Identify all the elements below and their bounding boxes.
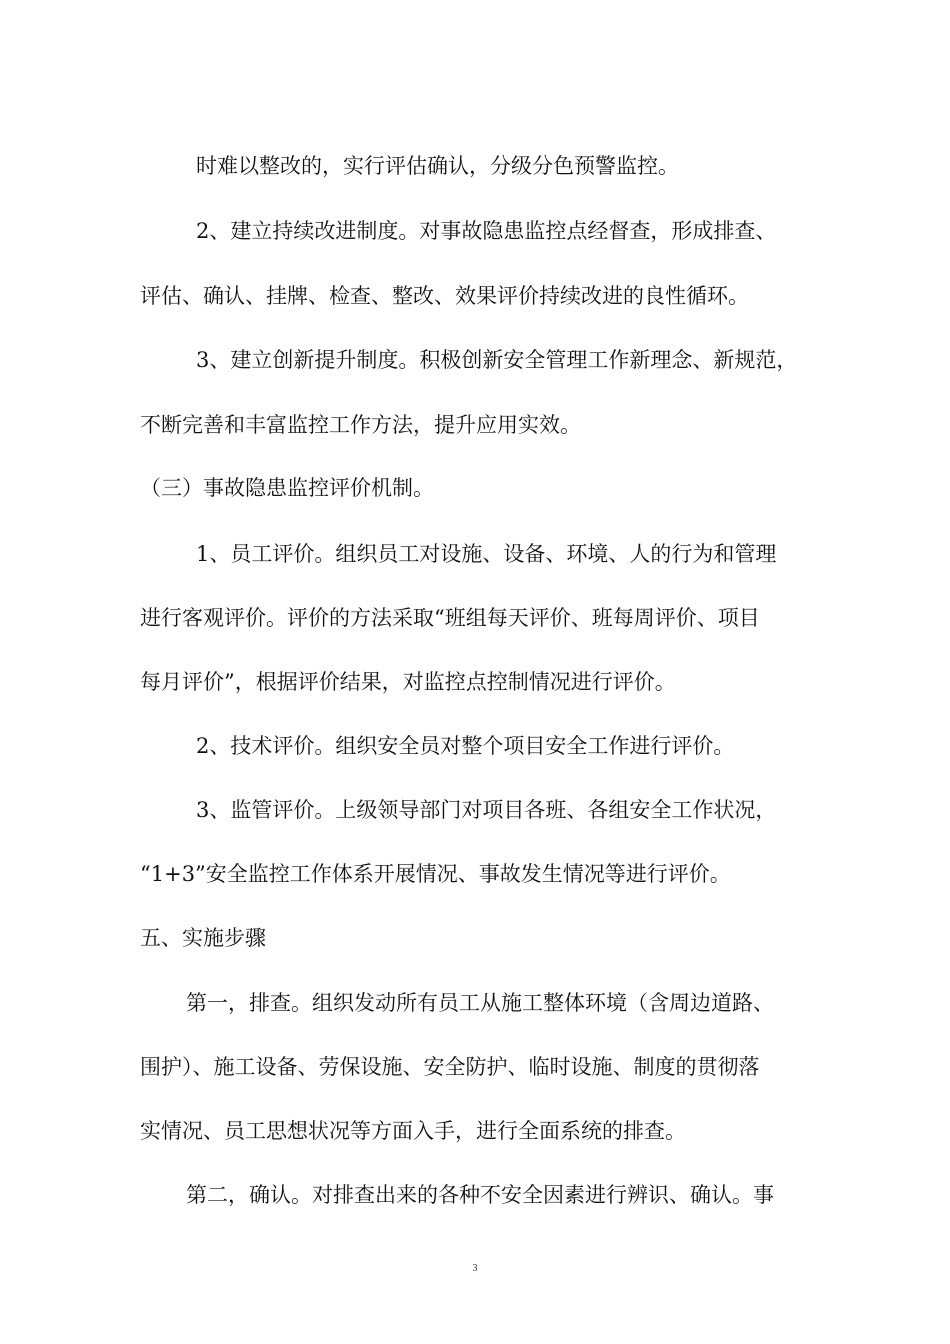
paragraph-line: 第二，确认。对排查出来的各种不安全因素进行辨识、确认。事 <box>186 1183 774 1207</box>
paragraph-line: “1+3”安全监控工作体系开展情况、事故发生情况等进行评价。 <box>140 862 731 886</box>
paragraph-line: 评估、确认、挂牌、检查、整改、效果评价持续改进的良性循环。 <box>140 284 749 308</box>
page-number: 3 <box>472 1263 478 1274</box>
paragraph-line: 实情况、员工思想状况等方面入手，进行全面系统的排查。 <box>140 1119 686 1143</box>
paragraph-line: 围护）、施工设备、劳保设施、安全防护、临时设施、制度的贯彻落 <box>140 1055 760 1079</box>
paragraph-line: 3、监管评价。上级领导部门对项目各班、各组安全工作状况， <box>196 798 777 822</box>
paragraph-line: 2、建立持续改进制度。对事故隐患监控点经督查，形成排查、 <box>196 219 777 243</box>
paragraph-line: 时难以整改的，实行评估确认，分级分色预警监控。 <box>196 154 679 178</box>
paragraph-line: 每月评价”，根据评价结果，对监控点控制情况进行评价。 <box>140 670 676 694</box>
paragraph-line: 2、技术评价。组织安全员对整个项目安全工作进行评价。 <box>196 734 735 758</box>
paragraph-line: 3、建立创新提升制度。积极创新安全管理工作新理念、新规范， <box>196 348 798 372</box>
section-heading: （三）事故隐患监控评价机制。 <box>140 476 434 500</box>
section-heading: 五、实施步骤 <box>140 926 266 950</box>
paragraph-line: 进行客观评价。评价的方法采取“班组每天评价、班每周评价、项目 <box>140 606 760 630</box>
paragraph-line: 不断完善和丰富监控工作方法，提升应用实效。 <box>140 413 581 437</box>
paragraph-line: 1、员工评价。组织员工对设施、设备、环境、人的行为和管理 <box>196 542 777 566</box>
paragraph-line: 第一，排查。组织发动所有员工从施工整体环境（含周边道路、 <box>186 991 774 1015</box>
